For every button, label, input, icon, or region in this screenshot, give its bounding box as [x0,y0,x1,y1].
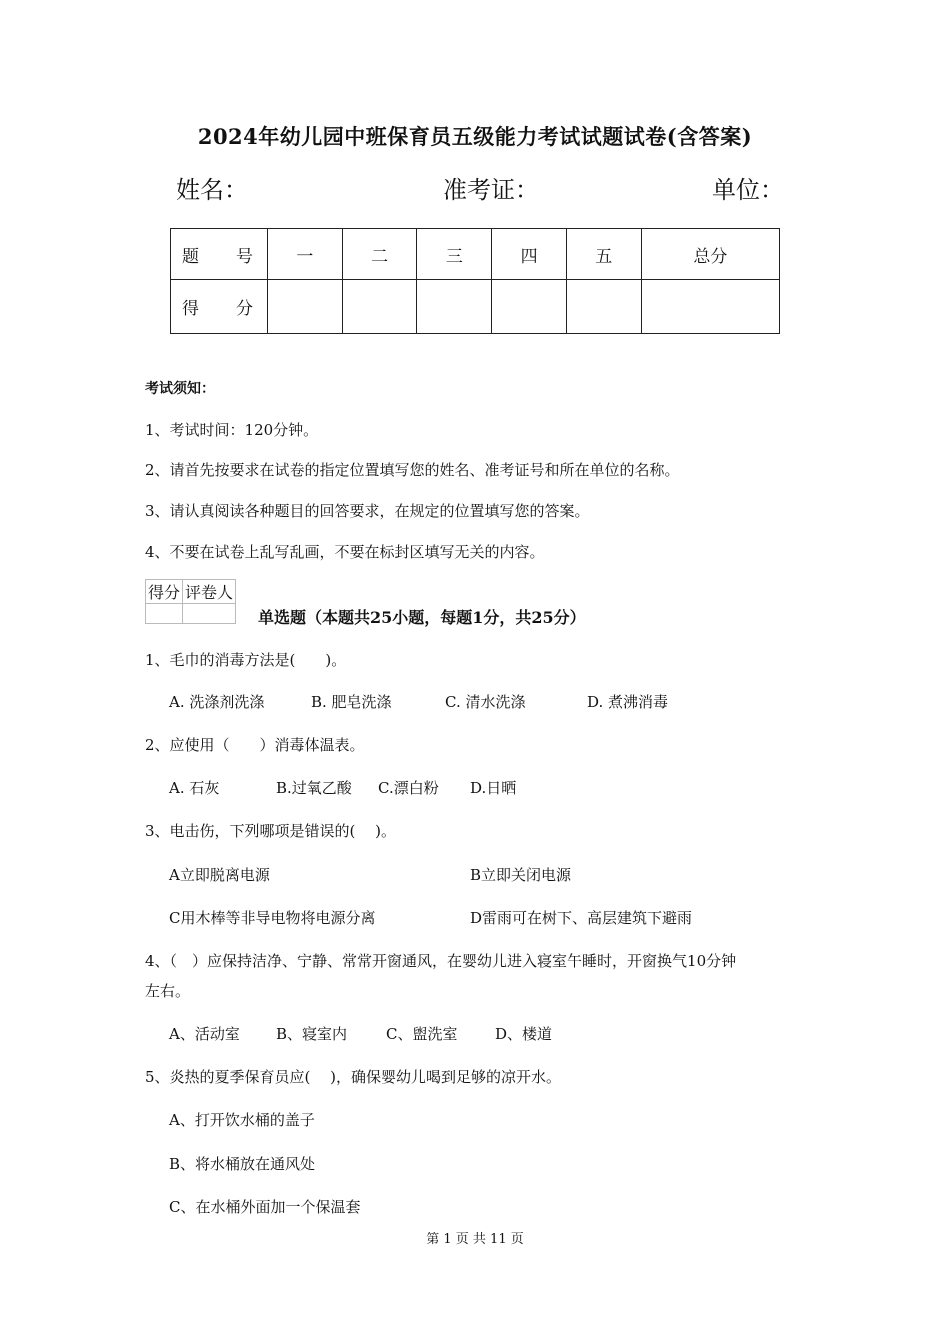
question-stem: 5、炎热的夏季保育员应( )，确保婴幼儿喝到足够的凉开水。 [145,1068,562,1086]
score-cell[interactable] [641,280,779,334]
question-stem: 1、毛巾的消毒方法是( )。 [145,651,347,669]
score-cell[interactable] [268,280,343,334]
score-table-header-cell: 三 [417,229,492,280]
notice-item: 3、请认真阅读各种题目的回答要求，在规定的位置填写您的答案。 [145,502,590,520]
score-cell[interactable] [417,280,492,334]
question-option: A立即脱离电源 [169,866,270,884]
question-stem: 3、电击伤，下列哪项是错误的( )。 [145,822,397,840]
section-title: 单选题（本题共25小题，每题1分，共25分） [258,608,586,627]
score-cell[interactable] [566,280,641,334]
score-row-label: 得 分 [171,280,268,334]
score-table-score-row [171,280,780,334]
notice-item: 4、不要在试卷上乱写乱画，不要在标封区填写无关的内容。 [145,543,545,561]
question-option: B、将水桶放在通风处 [169,1155,316,1173]
notice-item: 2、请首先按要求在试卷的指定位置填写您的姓名、准考证号和所在单位的名称。 [145,461,680,479]
name-field-label: 姓名： [176,176,248,204]
score-table-header-cell: 二 [342,229,417,280]
question-option: A、活动室 [169,1025,240,1043]
question-option: C用木棒等非导电物将电源分离 [169,909,376,927]
page-title: 2024年幼儿园中班保育员五级能力考试试题试卷(含答案) [197,124,753,149]
question-option: A. 洗涤剂洗涤 [169,693,265,711]
score-cell[interactable] [342,280,417,334]
question-stem: 4、（ ）应保持洁净、宁静、常常开窗通风，在婴幼儿进入寝室午睡时，开窗换气10分钟 [145,952,737,970]
question-option: C. 清水洗涤 [445,693,526,711]
grader-box [145,579,236,624]
score-table-header-cell: 四 [492,229,567,280]
grader-score-label: 得分 [146,580,183,604]
question-option: D.日晒 [470,779,517,797]
score-table [170,228,780,334]
score-table-header-row [171,229,780,280]
score-cell[interactable] [492,280,567,334]
score-table-header-cell: 五 [566,229,641,280]
question-option: C、在水桶外面加一个保温套 [169,1198,361,1216]
question-stem-continuation: 左右。 [145,982,191,1000]
question-option: A. 石灰 [169,779,220,797]
question-option: A、打开饮水桶的盖子 [169,1111,315,1129]
question-option: D雷雨可在树下、高层建筑下避雨 [470,909,693,927]
grader-score-cell[interactable] [146,604,183,624]
score-table-header-cell: 总分 [641,229,779,280]
unit-field-label: 单位： [712,176,784,204]
grader-reviewer-label: 评卷人 [183,580,236,604]
score-table-header-cell: 一 [268,229,343,280]
exam-id-field-label: 准考证： [443,176,539,204]
question-option: B. 肥皂洗涤 [311,693,392,711]
question-option: D. 煮沸消毒 [587,693,669,711]
notice-item: 1、考试时间：120分钟。 [145,421,319,439]
question-option: C、盥洗室 [386,1025,458,1043]
page-footer: 第 1 页 共 11 页 [426,1232,524,1247]
question-option: B立即关闭电源 [470,866,572,884]
question-option: C.漂白粉 [378,779,439,797]
score-table-header-cell: 题 号 [171,229,268,280]
question-stem: 2、应使用（ ）消毒体温表。 [145,736,365,754]
question-option: D、楼道 [495,1025,553,1043]
question-option: B.过氧乙酸 [276,779,352,797]
notice-title: 考试须知： [145,381,215,397]
grader-reviewer-cell[interactable] [183,604,236,624]
question-option: B、寝室内 [276,1025,348,1043]
